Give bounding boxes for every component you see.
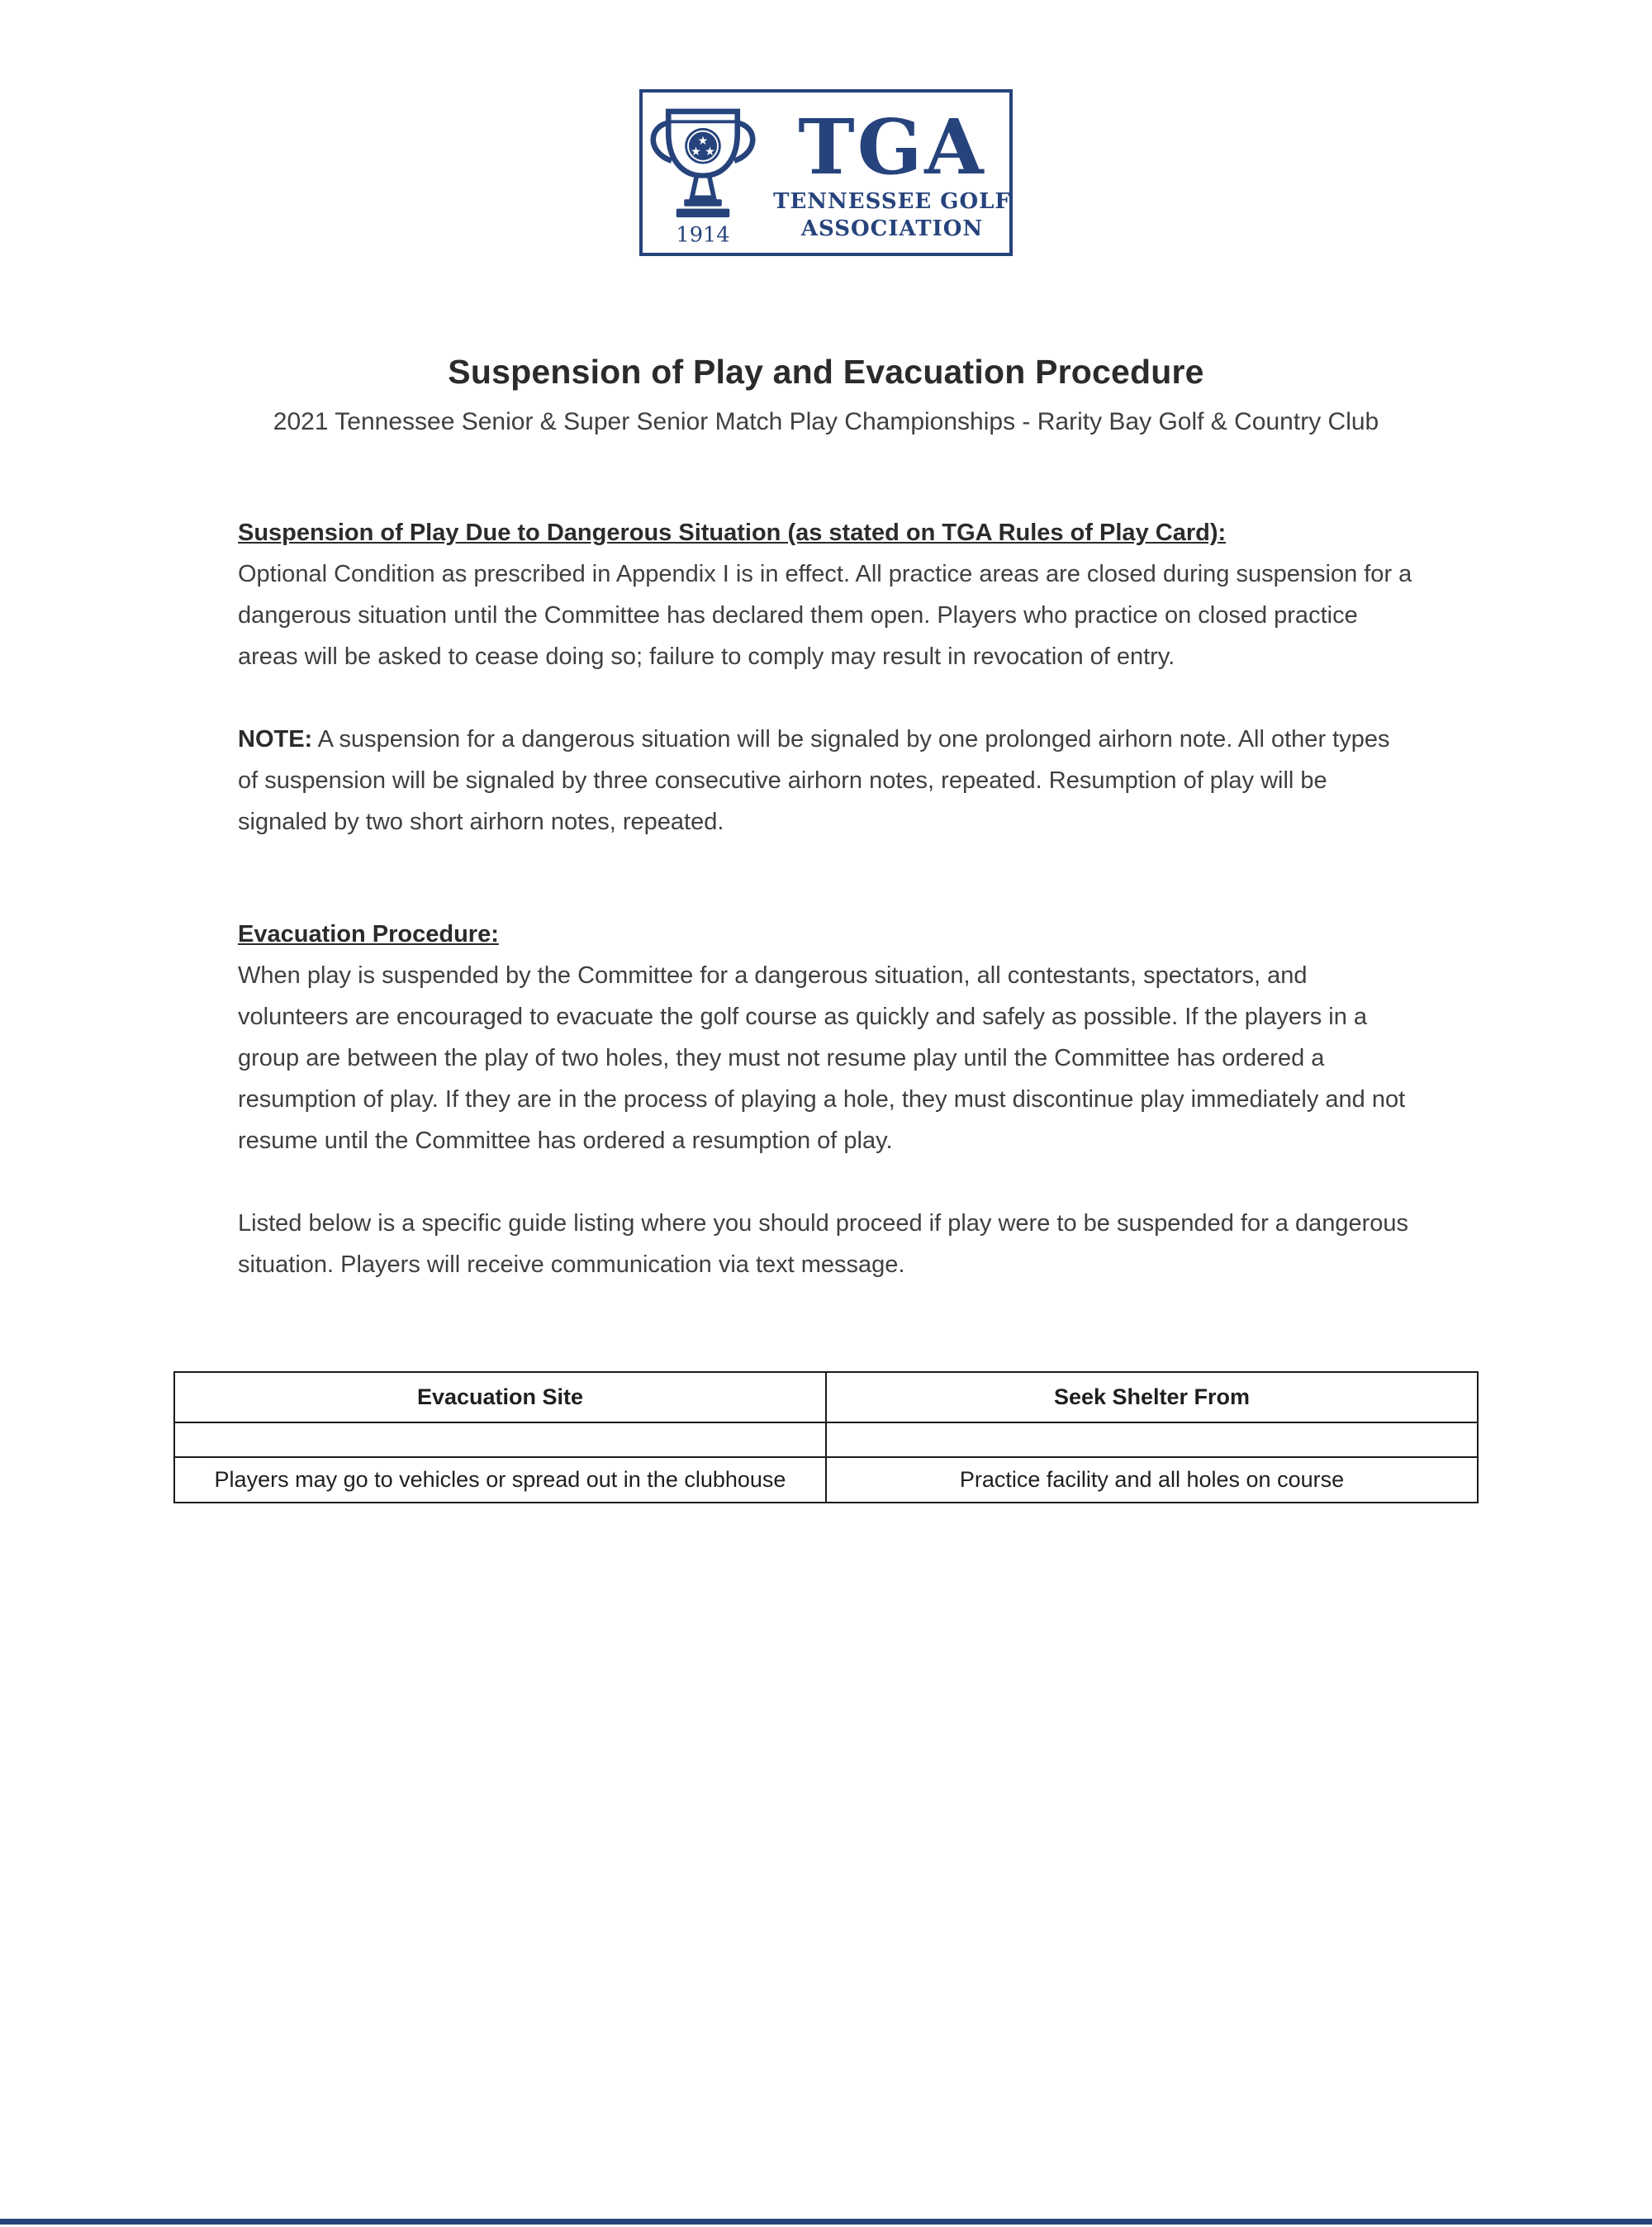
trophy-icon	[638, 96, 768, 254]
svg-text:★: ★	[697, 134, 709, 148]
tga-logo	[639, 89, 1013, 256]
logo-wordmark	[773, 102, 1011, 241]
document-page	[0, 89, 1652, 2227]
paragraph-note	[238, 719, 1414, 843]
table-cell	[826, 1422, 1478, 1457]
table-header-evacuation-site: Evacuation Site	[174, 1372, 826, 1422]
page-subtitle: 2021 Tennessee Senior & Super Senior Match Play Championships - Rarity Bay Golf & Country Club	[273, 408, 1379, 435]
svg-text:★: ★	[705, 145, 716, 159]
table-header-seek-shelter: Seek Shelter From	[826, 1372, 1478, 1422]
table-cell-seek-shelter: Practice facility and all holes on course	[826, 1457, 1478, 1503]
paragraph-evacuation-body: When play is suspended by the Committee for a dangerous situation, all contestants, spectators, and volunteers are encouraged to evacuate the golf course as quickly and safely as possible. If the players in a group are between the play of two holes, they must not resume play until the Committee has ordered a resumption of play. If they are in the process of playing a hole, they must discontinue play immediately and not resume until the Committee has ordered a resumption of play.	[238, 962, 1406, 1154]
note-text: A suspension for a dangerous situation will be signaled by one prolonged airhorn note. All other types of suspension will be signaled by three consecutive airhorn notes, repeated. Resumption of play will be signaled by two short airhorn notes, repeated.	[238, 726, 1390, 835]
table-cell	[174, 1422, 826, 1457]
table-header-row	[174, 1372, 1478, 1422]
table-row	[174, 1457, 1478, 1503]
logo-line1: TENNESSEE GOLF	[773, 189, 1011, 214]
note-label: NOTE:	[238, 726, 313, 753]
logo-year: 1914	[676, 222, 730, 248]
document-body	[238, 352, 1414, 1285]
table-cell-evacuation-site: Players may go to vehicles or spread out in the clubhouse	[174, 1457, 826, 1503]
page-bottom-rule	[0, 2219, 1652, 2225]
logo-tga-text: TGA	[798, 102, 986, 192]
paragraph-guide: Listed below is a specific guide listing where you should proceed if play were to be suspended for a dangerous situation. Players will receive communication via text message.	[238, 1210, 1409, 1278]
page-title: Suspension of Play and Evacuation Procedure	[448, 353, 1204, 391]
svg-text:★: ★	[691, 145, 701, 159]
section-heading-suspension: Suspension of Play Due to Dangerous Situation (as stated on TGA Rules of Play Card):	[238, 520, 1227, 546]
section-heading-evacuation: Evacuation Procedure:	[238, 921, 499, 947]
paragraph-suspension-body: Optional Condition as prescribed in Appendix I is in effect. All practice areas are closed during suspension for a dangerous situation until the Committee has declared them open. Players who practice on closed practice areas will be asked to cease doing so; failure to comply may result in revocation of entry.	[238, 561, 1412, 670]
logo-line2: ASSOCIATION	[800, 216, 984, 241]
table-row	[174, 1422, 1478, 1457]
evacuation-table	[173, 1371, 1479, 1503]
